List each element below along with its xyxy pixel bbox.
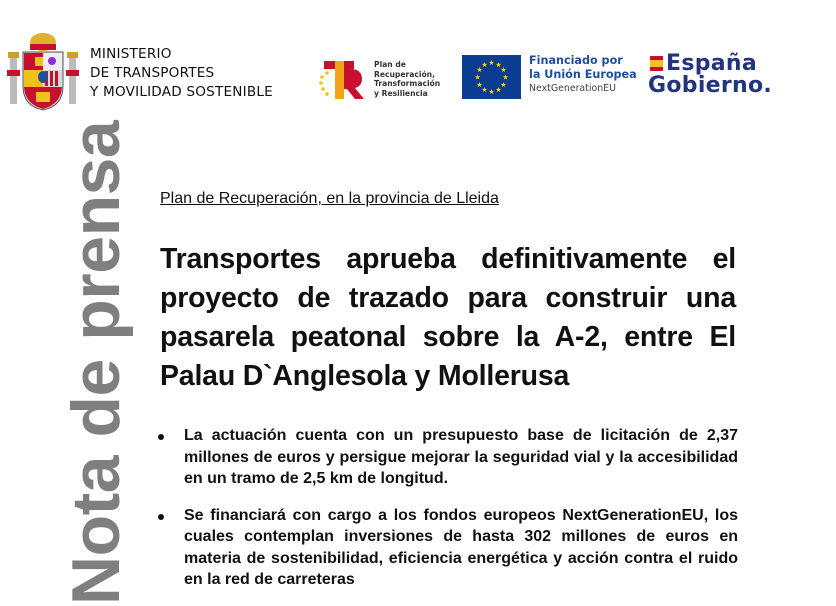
spain-flag-icon (650, 56, 663, 71)
svg-text:★: ★ (488, 88, 495, 96)
bullet-text: La actuación cuenta con un presupuesto base de licitación de 2,37 millones de euros y persigue mejorar la seguridad vial y la accesibilidad en un tramo de 2,5 km de longitud. (184, 427, 738, 487)
ministry-line: Y MOVILIDAD SOSTENIBLE (90, 84, 273, 100)
recovery-plan-logo (316, 55, 372, 103)
bullet-icon (158, 434, 164, 440)
gobierno-de-espana-logo (648, 52, 793, 100)
ministry-name (90, 45, 273, 102)
side-label-text: Nota de prensa (58, 120, 134, 605)
eu-flag-icon (462, 55, 521, 99)
svg-text:★: ★ (481, 86, 488, 94)
svg-text:★: ★ (488, 59, 495, 67)
svg-text:★: ★ (502, 73, 509, 82)
summary-bullets (158, 425, 738, 606)
eu-funding-text (529, 54, 637, 96)
headline: Transportes aprueba definitivamente el proyecto de trazado para construir una pasarela peatonal sobre la A-2, entre El Palau D`Anglesola y Mollerusa (160, 243, 736, 392)
svg-text:★: ★ (481, 61, 488, 69)
recovery-plan-text (374, 60, 440, 98)
recovery-plan-line: Plan de (374, 60, 406, 69)
recovery-plan-line: Transformación (374, 79, 441, 89)
bullet-text: Se financiará con cargo a los fondos europeos NextGenerationEU, los cuales contemplan inversiones de hasta 302 millones de euros en materia de sostenibilidad, eficiencia energética y acción contra el ruido en la red de carreteras (184, 506, 738, 588)
ministry-line: MINISTERIO (90, 46, 172, 62)
pretitle: Plan de Recuperación, en la provincia de Lleida (160, 190, 499, 207)
bullet-icon (158, 514, 164, 520)
svg-text:★: ★ (476, 81, 483, 89)
svg-text:★: ★ (474, 73, 481, 82)
recovery-plan-line: Recuperación, (374, 69, 435, 79)
svg-text:★: ★ (476, 66, 483, 74)
bullet-item (158, 505, 738, 591)
eu-funding-line: la Unión Europea (529, 68, 637, 81)
svg-text:★: ★ (500, 81, 507, 89)
gobierno-line: España (666, 51, 758, 76)
page-header (0, 0, 836, 130)
svg-text:★: ★ (500, 66, 507, 74)
svg-text:★: ★ (495, 61, 502, 69)
eu-funding-line: Financiado por (529, 54, 623, 67)
eu-funding-line: NextGenerationEU (529, 83, 616, 94)
bullet-item (158, 425, 738, 490)
ministry-line: DE TRANSPORTES (90, 65, 215, 81)
gobierno-line: Gobierno. (648, 73, 773, 98)
recovery-plan-line: y Resiliencia (374, 88, 428, 98)
svg-text:★: ★ (495, 86, 502, 94)
